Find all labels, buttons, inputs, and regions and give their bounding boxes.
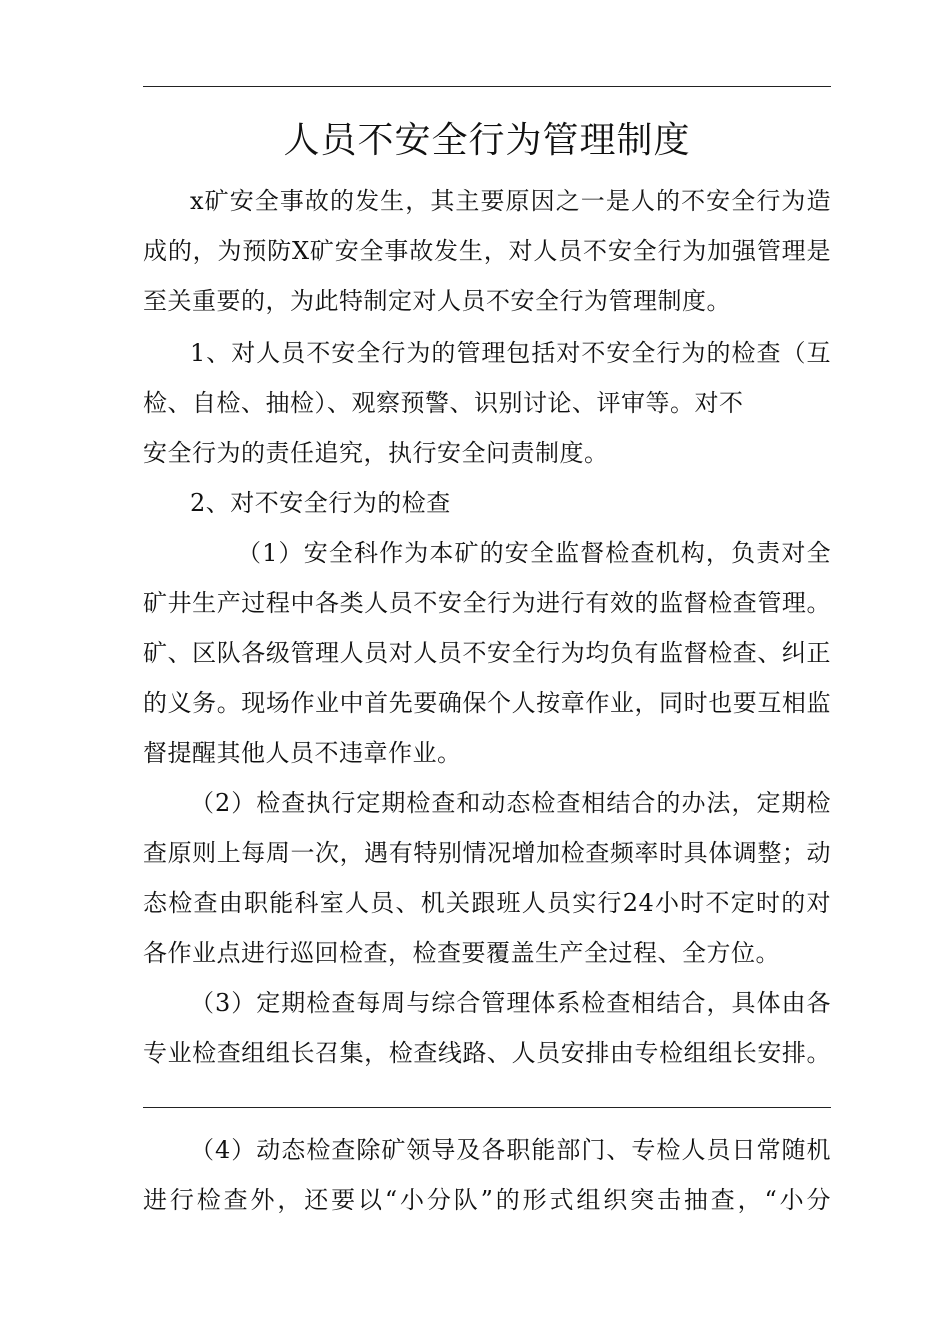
text-line: 至关重要的，为此特制定对人员不安全行为管理制度。: [143, 287, 731, 315]
text-line: 的义务。现场作业中首先要确保个人按章作业，同时也要互相监: [143, 689, 831, 717]
text-line: （4）动态检查除矿领导及各职能部门、专检人员日常随机: [190, 1136, 831, 1164]
text-line: 矿井生产过程中各类人员不安全行为进行有效的监督检查管理。: [143, 589, 831, 617]
text-line: 态检查由职能科室人员、机关跟班人员实行24小时不定时的对: [143, 889, 831, 917]
text-line: 矿、区队各级管理人员对人员不安全行为均负有监督检查、纠正: [143, 639, 831, 667]
text-line: （2）检查执行定期检查和动态检查相结合的办法，定期检: [190, 789, 831, 817]
text-line: 检、自检、抽检）、观察预警、识别讨论、评审等。对不: [143, 389, 744, 417]
text-line: x矿安全事故的发生，其主要原因之一是人的不安全行为造: [190, 187, 831, 215]
text-line: 督提醒其他人员不违章作业。: [143, 739, 462, 767]
text-line: 安全行为的责任追究，执行安全问责制度。: [143, 439, 609, 467]
section-heading: 2、对不安全行为的检查: [190, 489, 451, 517]
text-line: 成的，为预防X矿安全事故发生，对人员不安全行为加强管理是: [143, 237, 831, 265]
text-line: 专业检查组组长召集，检查线路、人员安排由专检组组长安排。: [143, 1039, 831, 1067]
text-line: （3）定期检查每周与综合管理体系检查相结合，具体由各: [190, 989, 831, 1017]
text-line: （1）安全科作为本矿的安全监督检查机构，负责对全: [237, 539, 831, 567]
text-line: 1、对人员不安全行为的管理包括对不安全行为的检查（互: [190, 339, 831, 367]
document-title: 人员不安全行为管理制度: [283, 120, 691, 161]
text-line: 进行检查外，还要以“小分队”的形式组织突击抽查，“小分: [143, 1186, 831, 1214]
page-break-rule: [143, 1107, 831, 1108]
header-rule: [143, 86, 831, 87]
text-line: 查原则上每周一次，遇有特别情况增加检查频率时具体调整；动: [143, 839, 831, 867]
text-line: 各作业点进行巡回检查，检查要覆盖生产全过程、全方位。: [143, 939, 780, 967]
